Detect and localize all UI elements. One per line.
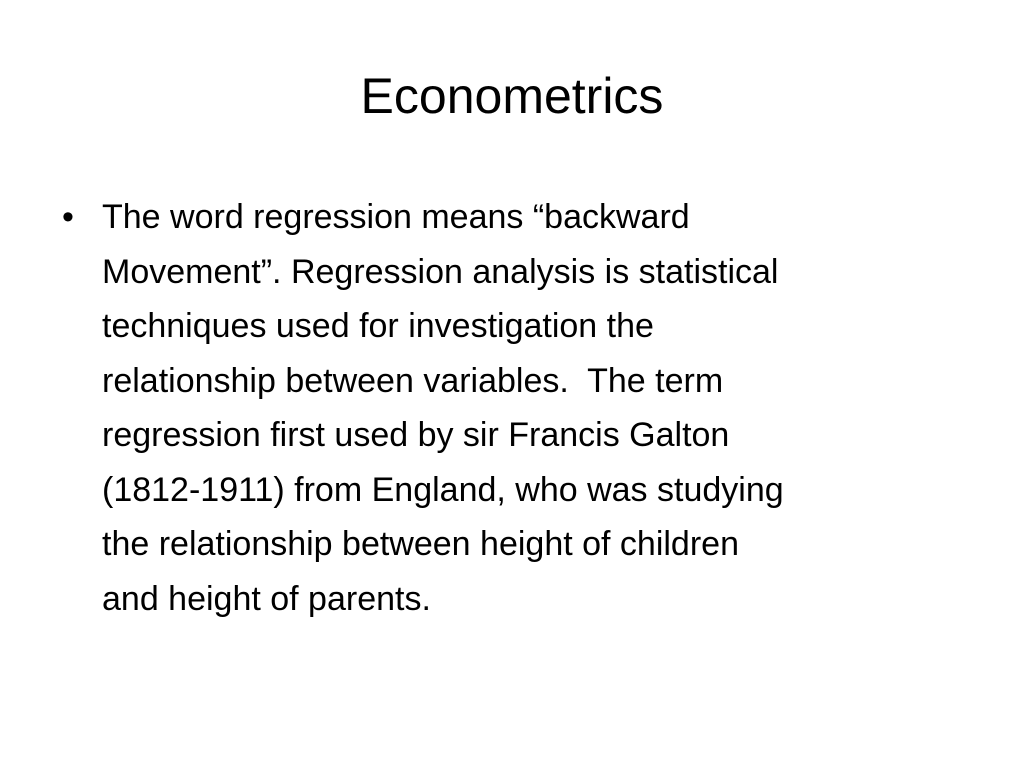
bullet-text-line: relationship between variables. The term [102, 361, 724, 400]
bullet-list [60, 190, 960, 626]
bullet-text-line: regression first used by sir Francis Galton [102, 416, 730, 454]
bullet-text-line: (1812-1911) from England, who was studying [102, 470, 784, 509]
bullet-text-line: and height of parents. [102, 579, 431, 618]
bullet-text-line: The word regression means “backward [102, 198, 690, 236]
bullet-text-line: the relationship between height of children [102, 525, 739, 563]
bullet-text-line: techniques used for investigation the [102, 307, 654, 345]
bullet-text-line: Movement”. Regression analysis is statistical [102, 252, 779, 291]
slide-title: Econometrics [360, 68, 664, 124]
bullet-item [60, 190, 960, 626]
bullet-icon: • [62, 198, 74, 236]
